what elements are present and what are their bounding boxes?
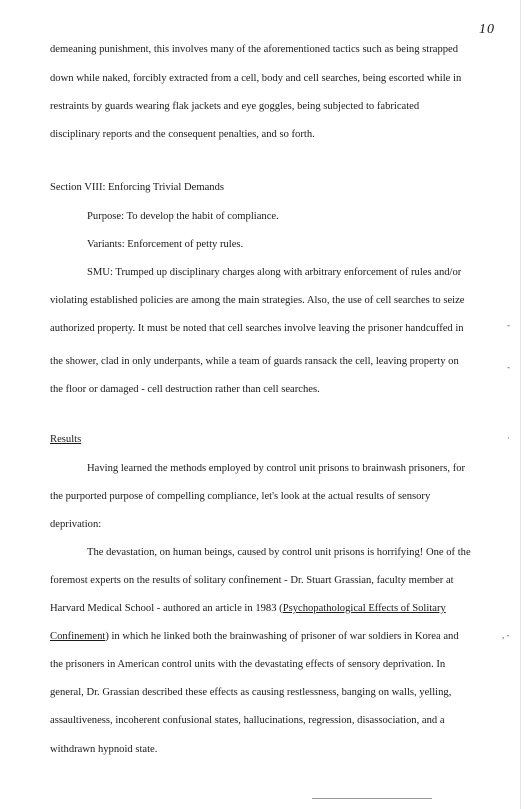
paragraph-line: demeaning punishment, this involves many of the aforementioned tactics such as being strapped bbox=[50, 44, 459, 55]
paragraph-line: Purpose: To develop the habit of compliance. bbox=[87, 211, 279, 222]
scan-speck: · bbox=[507, 433, 510, 443]
paragraph-line: authorized property. It must be noted that cell searches involve leaving the prisoner handcuffed in bbox=[50, 323, 464, 334]
paragraph-line-with-title bbox=[50, 602, 446, 616]
scan-speck: - bbox=[507, 320, 510, 330]
paragraph-line: the prisoners in American control units with the devastating effects of sensory deprivation. In bbox=[50, 659, 446, 670]
paragraph-line: foremost experts on the results of solitary confinement - Dr. Stuart Grassian, faculty member at bbox=[50, 575, 454, 586]
scan-speck: , - bbox=[502, 630, 510, 640]
paragraph-line: the shower, clad in only underpants, while a team of guards ransack the cell, leaving property on bbox=[50, 356, 459, 367]
page-number: 10 bbox=[479, 22, 495, 37]
paragraph-line: The devastation, on human beings, caused by control unit prisons is horrifying! One of the bbox=[87, 547, 471, 558]
section-heading: Section VIII: Enforcing Trivial Demands bbox=[50, 182, 224, 193]
paragraph-line: the floor or damaged - cell destruction rather than cell searches. bbox=[50, 384, 320, 395]
results-heading: Results bbox=[50, 434, 82, 445]
bottom-rule bbox=[312, 798, 432, 799]
text-run: ) in which he linked both the brainwashing of prisoner of war soldiers in Korea and bbox=[105, 631, 459, 642]
paragraph-line: SMU: Trumped up disciplinary charges along with arbitrary enforcement of rules and/or bbox=[87, 267, 462, 278]
paragraph-line: Having learned the methods employed by control unit prisons to brainwash prisoners, for bbox=[87, 463, 466, 474]
paragraph-line: withdrawn hypnoid state. bbox=[50, 744, 158, 755]
paragraph-line: violating established policies are among the main strategies. Also, the use of cell searches to seize bbox=[50, 295, 465, 306]
paragraph-line-with-title bbox=[50, 630, 459, 644]
paragraph-line: assaultiveness, incoherent confusional states, hallucinations, regression, disassociation, and a bbox=[50, 715, 445, 726]
open-paren: ( bbox=[279, 603, 283, 614]
paragraph-line: deprivation: bbox=[50, 519, 102, 530]
scan-edge bbox=[520, 0, 521, 809]
scan-speck: - bbox=[507, 362, 510, 372]
article-title: Confinement bbox=[50, 631, 106, 642]
paragraph-line: restraints by guards wearing flak jackets and eye goggles, being subjected to fabricated bbox=[50, 101, 420, 112]
paragraph-line: disciplinary reports and the consequent penalties, and so forth. bbox=[50, 129, 315, 140]
paragraph-line: Variants: Enforcement of petty rules. bbox=[87, 239, 244, 250]
paragraph-line: down while naked, forcibly extracted from a cell, body and cell searches, being escorted while in bbox=[50, 73, 462, 84]
paragraph-line: general, Dr. Grassian described these effects as causing restlessness, banging on walls, yelling, bbox=[50, 687, 452, 698]
paragraph-line: the purported purpose of compelling compliance, let's look at the actual results of sensory bbox=[50, 491, 431, 502]
text-run: Harvard Medical School - authored an article in 1983 bbox=[50, 603, 280, 614]
article-title: Psychopathological Effects of Solitary bbox=[282, 603, 446, 614]
